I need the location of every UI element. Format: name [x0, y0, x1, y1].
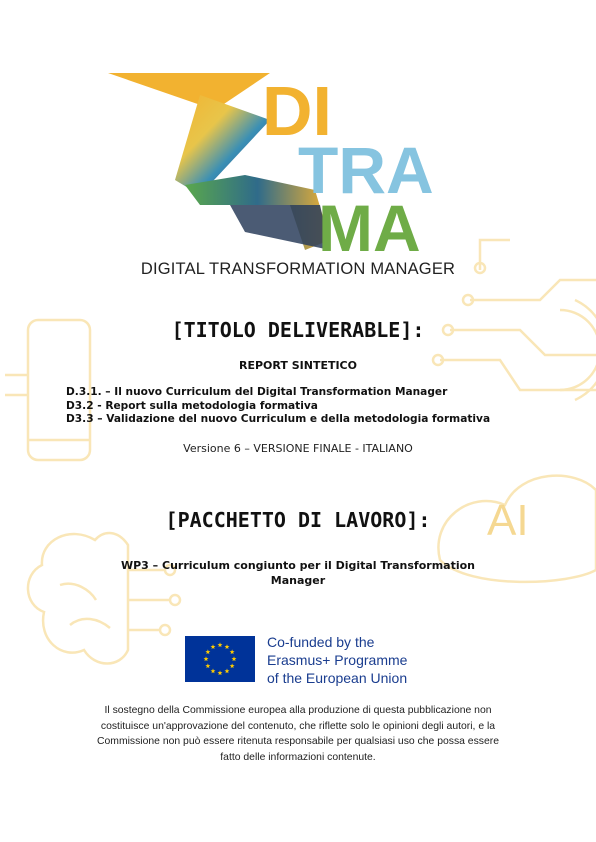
ditrama-logo	[0, 0, 596, 290]
work-package-line: Manager	[270, 574, 326, 587]
list-item: D3.3 – Validazione del nuovo Curriculum e della metodologia formativa	[66, 413, 491, 425]
deliverable-heading: [TITOLO DELIVERABLE]:	[171, 318, 425, 342]
funding-line: Erasmus+ Programme	[267, 652, 408, 668]
work-package-line: WP3 – Curriculum congiunto per il Digital Transformation	[120, 559, 475, 572]
brain-icon	[28, 533, 180, 663]
funding-line: Co-funded by the	[267, 634, 375, 650]
eu-flag-icon	[185, 636, 255, 682]
work-package-title	[0, 558, 596, 588]
disclaimer-line: Commissione non può essere ritenuta responsabile per qualsiasi uso che possa essere	[97, 736, 499, 747]
list-item: D3.2 - Report sulla metodologia formativa	[66, 399, 318, 412]
work-package-heading: [PACCHETTO DI LAVORO]:	[165, 508, 431, 532]
ai-label: AI	[487, 496, 529, 545]
report-title: REPORT SINTETICO	[239, 359, 357, 372]
funding-statement	[267, 633, 467, 687]
list-item: D.3.1. – Il nuovo Curriculum del Digital Transformation Manager	[66, 386, 448, 398]
disclaimer-line: Il sostegno della Commissione europea alla produzione di questa pubblicazione non	[104, 705, 492, 716]
version-label: Versione 6 – VERSIONE FINALE - ITALIANO	[183, 442, 413, 455]
logo-subtitle: DIGITAL TRANSFORMATION MANAGER	[140, 260, 456, 278]
funding-line: of the European Union	[267, 670, 408, 686]
disclaimer-line: costituisce un'approvazione del contenuto, che riflette solo le opinioni degli autori, e la	[100, 720, 496, 732]
deliverable-list	[66, 386, 546, 427]
logo-letters-tra: TRA	[298, 133, 434, 207]
disclaimer-text	[60, 703, 536, 765]
disclaimer-line: fatto delle informazioni contenute.	[220, 751, 376, 763]
logo-letters-ma: MA	[318, 191, 421, 265]
logo-letters-di: DI	[262, 72, 332, 150]
